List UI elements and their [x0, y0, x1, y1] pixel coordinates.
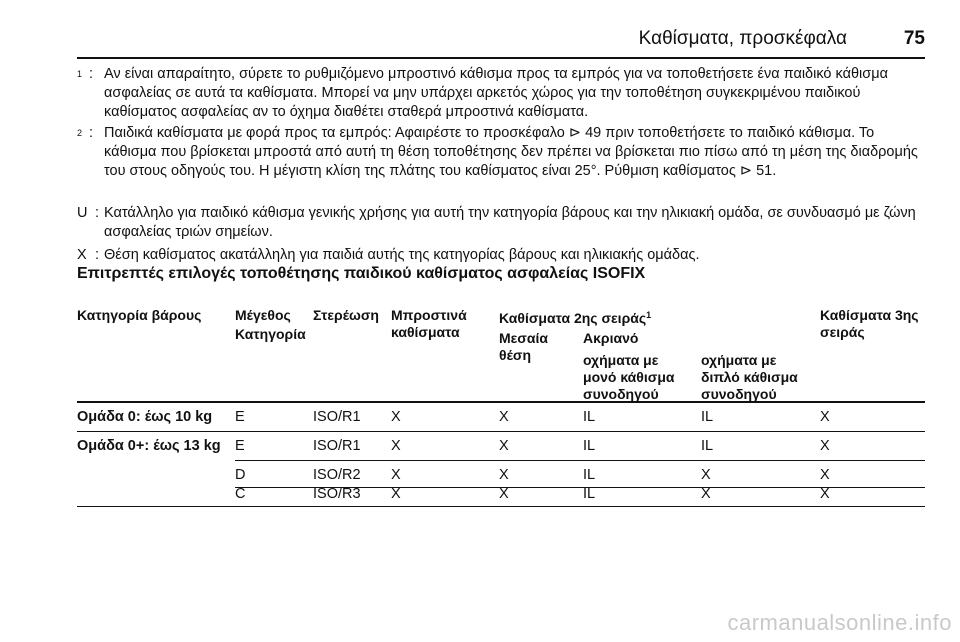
- footnotes: [77, 65, 925, 181]
- legend-item-x: X : Θέση καθίσματος ακατάλληλη για παιδιά αυτής της κατηγορίας βάρους και ηλικιακής ομάδας.: [77, 247, 700, 263]
- legend: [77, 204, 925, 265]
- header-bench-seat: οχήματα με διπλό κάθισμα συνοδηγού: [701, 352, 798, 402]
- table-header-divider: [77, 401, 925, 403]
- page-number: 75: [903, 28, 925, 49]
- page-ref-arrow-icon: ⊳: [739, 163, 753, 179]
- footnote-text: Αν είναι απαραίτητο, σύρετε το ρυθμιζόμενο μπροστινό κάθισμα προς τα εμπρός για να τοποθετήσετε ένα παιδικό κάθισμα ασφαλείας σε αυτά τα καθίσματα. Μπορεί να μην υπάρχει αρκετός χώρος για την τοποθέτηση συγκεκριμένου παιδικού καθίσματος ασφαλείας αν το όχημα διαθέτει σταθερά μπροστινά καθίσματα.: [104, 66, 888, 120]
- header-fixture: Στερέωση: [313, 307, 379, 323]
- footnote-text: Παιδικά καθίσματα με φορά προς τα εμπρός: Αφαιρέστε το προσκέφαλο: [104, 125, 569, 141]
- page-ref-arrow-icon: ⊳: [568, 125, 582, 141]
- header-size-sub: Κατηγορία: [235, 326, 306, 342]
- page-title: Καθίσματα, προσκέφαλα: [638, 28, 847, 49]
- header-weight: Κατηγορία βάρους: [77, 307, 202, 323]
- header-middle: Μεσαία θέση: [499, 330, 548, 363]
- footnote-2: $^2$ : Παιδικά καθίσματα με φορά προς τα εμπρός: Αφαιρέστε το προσκέφαλο ⊳ 49 πριν τοποθετήσετε το παιδικό κάθισμα. Το κάθισμα που βρίσκεται μπροστά από αυτή τη θέση τοποθέτησης δεν πρέπει να βρίσκεται πιο πίσω από τη μέση της διαδρομής του στους οδηγούς του. Η μέγιστη κλίση της πλάτης του καθίσματος είναι 25°. Ρύθμιση καθίσματος ⊳ 51.: [77, 125, 918, 179]
- footnote-mark: 2: [77, 128, 83, 138]
- page-ref-link[interactable]: 51: [756, 163, 773, 179]
- section-title: Επιτρεπτές επιλογές τοποθέτησης παιδικού καθίσματος ασφαλείας ISOFIX: [77, 265, 646, 282]
- footnote-mark: 1: [77, 69, 83, 79]
- row-divider: [235, 460, 925, 461]
- legend-text: Κατάλληλο για παιδικό κάθισμα γενικής χρήσης για αυτή την κατηγορία βάρους και την ηλικιακή ομάδα, σε συνδυασμό με ζώνη ασφαλείας τριών σημείων.: [104, 205, 916, 240]
- header-front: Μπροστινά καθίσματα: [391, 307, 467, 340]
- legend-text: Θέση καθίσματος ακατάλληλη για παιδιά αυτής της κατηγορίας βάρους και ηλικιακής ομάδας.: [104, 247, 700, 263]
- header-divider: [77, 57, 925, 59]
- header-size: Μέγεθος: [235, 307, 291, 323]
- footnote-1: $^1$ : Αν είναι απαραίτητο, σύρετε το ρυθμιζόμενο μπροστινό κάθισμα προς τα εμπρός για να τοποθετήσετε ένα παιδικό κάθισμα ασφαλείας σε αυτά τα καθίσματα. Μπορεί να μην υπάρχει αρκετός χώρος για την τοποθέτηση συγκεκριμένου παιδικού καθίσματος ασφαλείας αν το όχημα διαθέτει σταθερά μπροστινά καθίσματα.: [77, 66, 888, 120]
- table-bottom-rule: [77, 506, 925, 507]
- legend-item-u: U : Κατάλληλο για παιδικό κάθισμα γενικής χρήσης για αυτή την κατηγορία βάρους και την ηλικιακή ομάδα, σε συνδυασμό με ζώνη ασφαλείας τριών σημείων.: [77, 205, 916, 240]
- header-second-row: Καθίσματα 2ης σειράς$^1$: [499, 310, 652, 326]
- legend-mark: U: [77, 205, 88, 221]
- header-outboard: Ακριανό: [583, 330, 639, 346]
- row-divider: [77, 431, 925, 432]
- header-third-row: Καθίσματα 3ης σειράς: [820, 307, 919, 340]
- watermark: carmanualsonline.info: [727, 610, 952, 635]
- page-ref-link[interactable]: 49: [585, 125, 602, 141]
- page-header: [77, 28, 925, 54]
- legend-mark: X: [77, 247, 87, 263]
- header-single-seat: οχήματα με μονό κάθισμα συνοδηγού: [583, 352, 675, 402]
